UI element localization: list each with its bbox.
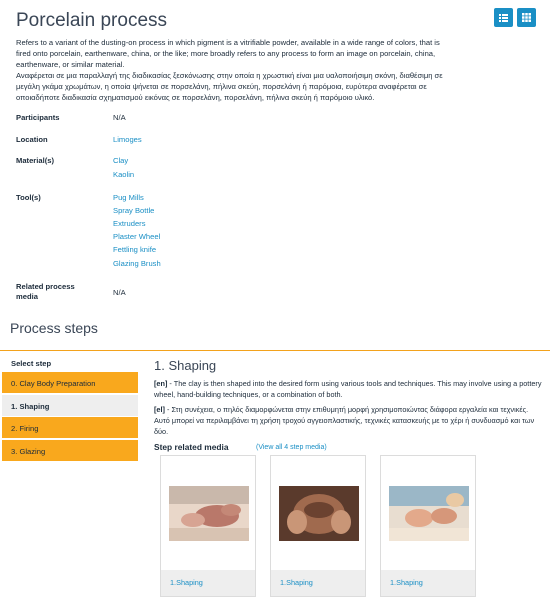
tool-link-extruders[interactable]: Extruders	[113, 219, 146, 228]
tool-link-pug-mills[interactable]: Pug Mills	[113, 193, 144, 202]
view-all-media-link[interactable]: (View all 4 step media)	[256, 444, 327, 451]
list-view-icon	[499, 14, 508, 22]
tool-link-fettling-knife[interactable]: Fettling knife	[113, 245, 157, 254]
step-item-clay-body-preparation[interactable]: 0. Clay Body Preparation	[2, 372, 138, 393]
related-media-label	[16, 282, 75, 302]
process-description	[16, 37, 446, 103]
participants-label: Participants	[16, 113, 60, 122]
list-view-button[interactable]	[494, 8, 513, 27]
media-caption[interactable]: 1.Shaping	[381, 570, 475, 596]
step-item-glazing[interactable]: 3. Glazing	[2, 440, 138, 461]
media-card[interactable]	[380, 455, 476, 597]
media-thumbnail[interactable]	[169, 486, 249, 541]
step-description-el	[154, 404, 544, 437]
media-card[interactable]	[160, 455, 256, 597]
media-thumbnail[interactable]	[279, 486, 359, 541]
materials-label: Material(s)	[16, 156, 54, 165]
step-item-firing[interactable]: 2. Firing	[2, 417, 138, 438]
process-steps-divider	[0, 350, 550, 351]
step-text-el: - Στη συνέχεια, ο πηλός διαμορφώνεται στην επιθυμητή μορφή χρησιμοποιώντας διάφορα εργαλεία και τεχνικές. Αυτό μπορεί να περιλαμβάνει τη χρήση τροχού αγγειοπλαστικής, τεχνικές κατασκευής με το χέρι ή συνδυασμό και των δύο.	[154, 405, 535, 436]
material-link-clay[interactable]: Clay	[113, 156, 129, 165]
tool-link-glazing-brush[interactable]: Glazing Brush	[113, 259, 161, 268]
page-title: Porcelain process	[16, 10, 168, 31]
step-item-shaping[interactable]: 1. Shaping	[2, 395, 138, 416]
related-media-value: N/A	[113, 288, 126, 297]
select-step-label: Select step	[11, 359, 52, 368]
grid-view-icon	[522, 13, 531, 22]
step-text-en: - The clay is then shaped into the desired form using various tools and techniques. This may involve using a pottery wheel, hand-building techniques, or a combination of both.	[154, 379, 542, 399]
media-card[interactable]	[270, 455, 366, 597]
step-media-heading: Step related media	[154, 442, 229, 452]
step-title: 1. Shaping	[154, 358, 217, 373]
participants-value: N/A	[113, 113, 126, 122]
location-link[interactable]: Limoges	[113, 135, 142, 144]
related-media-label-line1: Related process	[16, 282, 75, 291]
media-caption[interactable]: 1.Shaping	[161, 570, 255, 596]
tool-link-plaster-wheel[interactable]: Plaster Wheel	[113, 232, 161, 241]
lang-tag-en: [en]	[154, 379, 168, 388]
step-selector	[2, 352, 138, 462]
grid-view-button[interactable]	[517, 8, 536, 27]
location-label: Location	[16, 135, 48, 144]
step-description-en	[154, 378, 544, 400]
related-media-label-line2: media	[16, 292, 38, 301]
material-link-kaolin[interactable]: Kaolin	[113, 170, 135, 179]
media-thumbnail[interactable]	[389, 486, 469, 541]
view-toggle-group	[494, 8, 536, 27]
lang-tag-el: [el]	[154, 405, 165, 414]
description-en: Refers to a variant of the dusting-on process in which pigment is a vitrifiable powder, available in a wide range of colors, that is fired onto porcelain, earthenware, china, or the like; more broadly refers to any process to form an image on porcelain, china, earthenware, or similar material.	[16, 38, 440, 69]
description-el: Αναφέρεται σε μια παραλλαγή της διαδικασίας ξεσκόνωσης στην οποία η χρωστική είναι μια υαλοποιήσιμη σκόνη, διαθέσιμη σε μεγάλη γκάμα χρωμάτων, η οποία ψήνεται σε πορσελάνη, πήλινα σκεύη, πορσελάνη ή παρόμοια, ευρύτερα αναφέρεται σε οποιαδήποτε διαδικασία σχηματισμού εικόνας σε πορσελάνη, πορσελάνη, πήλινα σκεύη ή παρόμοιο υλικό.	[16, 71, 443, 102]
process-steps-title: Process steps	[10, 320, 98, 336]
media-caption[interactable]: 1.Shaping	[271, 570, 365, 596]
tools-label: Tool(s)	[16, 193, 41, 202]
tool-link-spray-bottle[interactable]: Spray Bottle	[113, 206, 155, 215]
